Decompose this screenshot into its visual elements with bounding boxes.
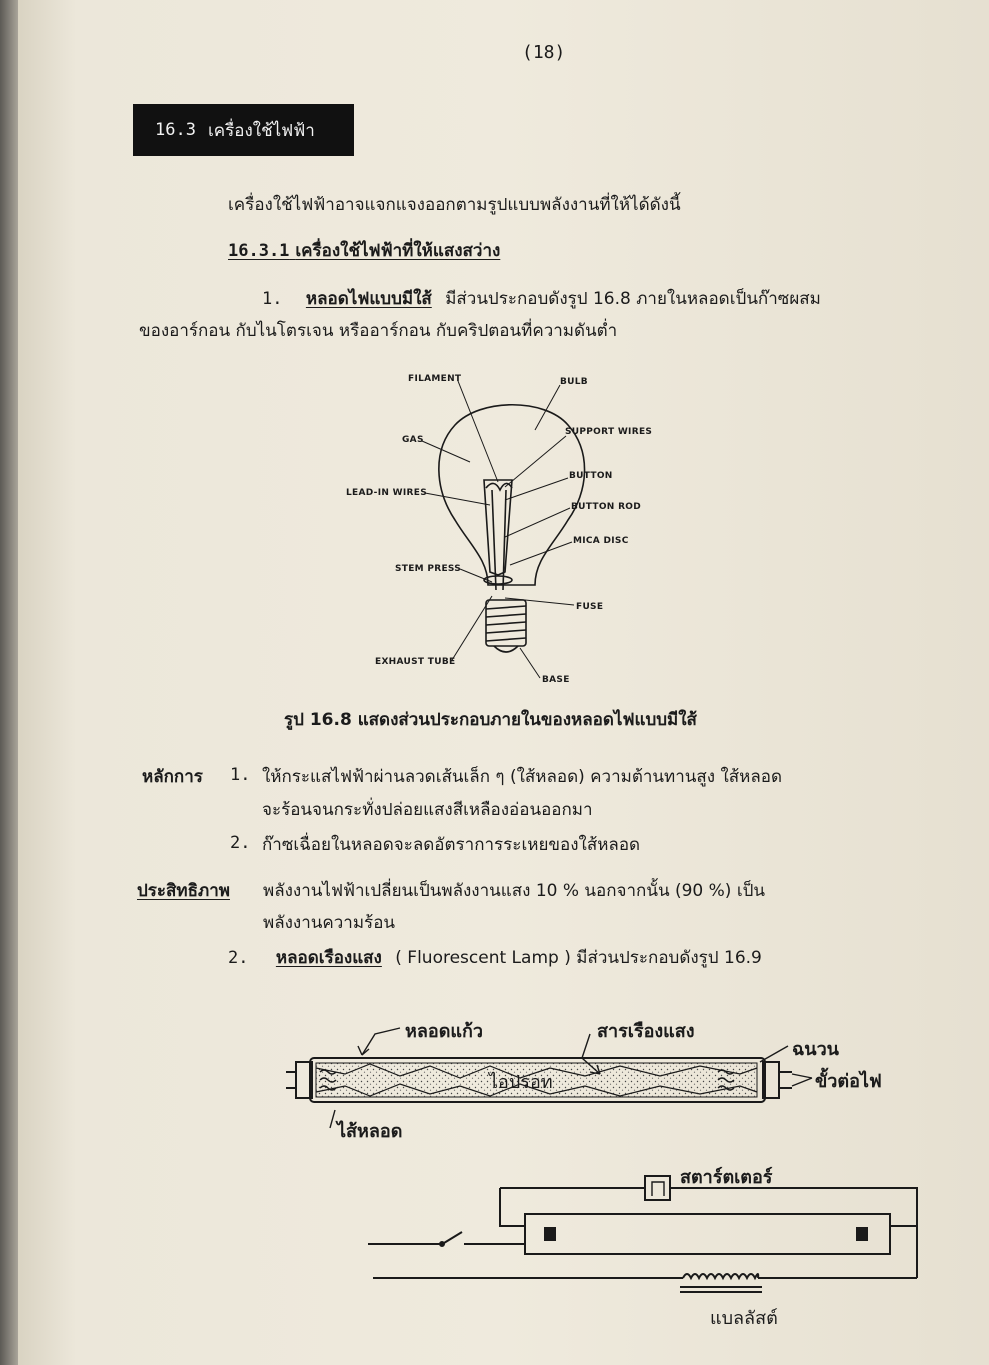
label-phosphor: สารเรืองแสง [597, 1021, 695, 1042]
circuit-wire-left [500, 1188, 525, 1226]
principle-2-line1: ก๊าซเฉื่อยในหลอดจะลดอัตราการระเหยของใส้หลอด [262, 835, 641, 855]
item1-text1: มีส่วนประกอบดังรูป 16.8 ภายในหลอดเป็นก๊าซผสม [445, 289, 821, 309]
subsection-number: 16.3.1 [228, 241, 290, 261]
principle-1-line1: ให้กระแสไฟฟ้าผ่านลวดเส้นเล็ก ๆ (ใส้หลอด) ความต้านทานสูง ใส้หลอด [262, 767, 783, 787]
label-support-wires: SUPPORT WIRES [565, 427, 653, 437]
ballast-coil [683, 1274, 758, 1278]
efficiency-line1: พลังงานไฟฟ้าเปลี่ยนเป็นพลังงานแสง 10 % นอกจากนั้น (90 %) เป็น [263, 881, 766, 901]
label-insulator: ฉนวน [792, 1039, 839, 1060]
item2-name: หลอดเรืองแสง [275, 948, 382, 968]
section-number: 16.3 [155, 120, 196, 140]
label-starter: สตาร์ตเตอร์ [680, 1167, 773, 1188]
item1-name: หลอดไฟแบบมีใส้ [305, 289, 432, 309]
label-bulb: BULB [560, 377, 588, 387]
label-button-rod: BUTTON ROD [571, 502, 642, 512]
label-base: BASE [542, 675, 570, 685]
principle-1-line2: จะร้อนจนกระทั่งปล่อยแสงสีเหลืองอ่อนออกมา [262, 800, 593, 820]
efficiency-label: ประสิทธิภาพ [137, 881, 230, 901]
label-terminal: ขั้วต่อไฟ [815, 1071, 882, 1092]
label-fuse: FUSE [576, 602, 604, 612]
label-vapor: ไอปรอท [489, 1072, 553, 1093]
starter [645, 1176, 670, 1200]
label-filament-th: ไส้หลอด [337, 1121, 403, 1142]
section-title: เครื่องใช้ไฟฟ้า [207, 120, 315, 141]
label-ballast: แบลลัสต์ [710, 1308, 778, 1329]
label-gas: GAS [402, 435, 424, 445]
circuit-wire-top [500, 1188, 917, 1278]
label-mica-disc: MICA DISC [573, 536, 629, 546]
label-glass-tube: หลอดแก้ว [405, 1021, 484, 1042]
label-exhaust-tube: EXHAUST TUBE [375, 657, 456, 667]
item2-text: ( Fluorescent Lamp ) มีส่วนประกอบดังรูป 16.9 [395, 948, 762, 968]
principle-1-number: 1. [230, 765, 251, 785]
principle-2-number: 2. [230, 833, 251, 853]
intro-text: เครื่องใช้ไฟฟ้าอาจแจกแจงออกตามรูปแบบพลังงานที่ให้ได้ดังนี้ [228, 195, 681, 215]
label-filament: FILAMENT [408, 374, 462, 384]
efficiency-line2: พลังงานความร้อน [263, 913, 396, 933]
page-number: (18) [522, 42, 566, 63]
item2-number: 2. [228, 948, 249, 968]
item1-line2: ของอาร์กอน กับไนโตรเจน หรืออาร์กอน กับคริปตอนที่ความดันต่ำ [139, 321, 618, 341]
item1-number: 1. [262, 289, 283, 309]
switch [444, 1232, 462, 1243]
label-button: BUTTON [569, 471, 613, 481]
principle-label: หลักการ [142, 767, 203, 787]
label-stem-press: STEM PRESS [395, 564, 462, 574]
label-lead-in-wires: LEAD-IN WIRES [346, 488, 427, 498]
circuit-tube [525, 1214, 890, 1254]
figure1-caption: รูป 16.8 แสดงส่วนประกอบภายในของหลอดไฟแบบมีใส้ [284, 710, 697, 730]
subsection-title: เครื่องใช้ไฟฟ้าที่ให้แสงสว่าง [295, 241, 501, 261]
